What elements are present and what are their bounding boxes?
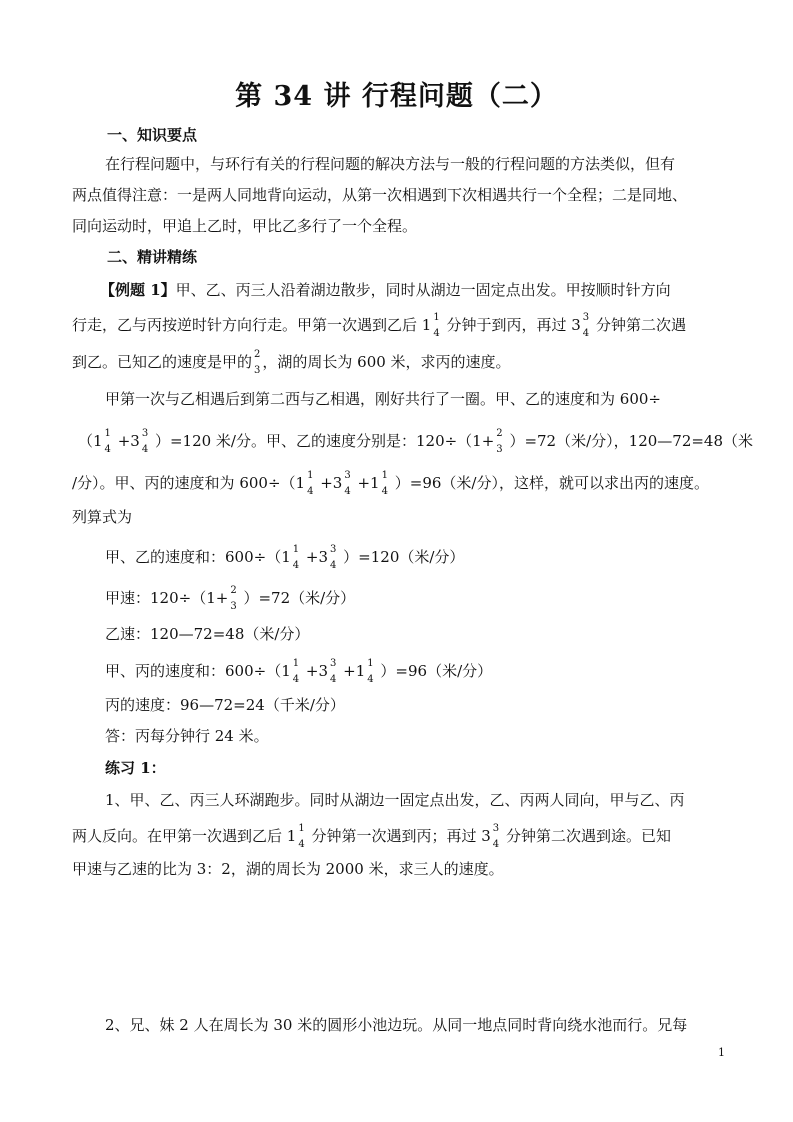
practice-1-line-2: 两人反向。在甲第一次遇到乙后 1 1 4 分钟第一次遇到丙；再过 3 3 4 分钟第二次遇到途。已知 <box>72 823 671 850</box>
fraction: 1 4 <box>292 658 300 685</box>
practice-1-line-3: 甲速与乙速的比为 3：2，湖的周长为 2000 米，求三人的速度。 <box>72 860 504 878</box>
calc-line-3: 乙速：120—72=48（米/分） <box>105 625 310 643</box>
fraction: 1 4 <box>104 428 111 455</box>
page-number: 1 <box>718 1046 725 1059</box>
solution-line-1: 甲第一次与乙相遇后到第二西与乙相遇，刚好共行了一圈。甲、乙的速度和为 600÷ <box>105 390 661 408</box>
intro-line-1: 在行程问题中，与环行有关的行程问题的解决方法与一般的行程问题的方法类似，但有 <box>105 155 676 173</box>
fraction: 2 3 <box>254 349 261 376</box>
fraction: 2 3 <box>496 428 503 455</box>
page-title: 第 34 讲 行程问题（二） <box>235 81 558 112</box>
practice-heading: 练习 1： <box>105 759 166 777</box>
fraction: 3 4 <box>330 658 337 685</box>
calc-line-4: 甲、丙的速度和：600÷（1 1 4 +3 3 4 +1 1 4 ）=96（米/分） <box>105 658 493 685</box>
section-heading-knowledge: 一、知识要点 <box>107 126 198 144</box>
example-1-line-3: 到乙。已知乙的速度是甲的 2 3 ，湖的周长为 600 米，求丙的速度。 <box>72 349 511 376</box>
fraction: 3 4 <box>492 823 500 850</box>
fraction: 1 4 <box>292 544 300 571</box>
example-1-line-1: 【例题 1】甲、乙、丙三人沿着湖边散步，同时从湖边一固定点出发。甲按顺时针方向 <box>100 281 671 299</box>
intro-line-2: 两点值得注意：一是两人同地背向运动，从第一次相遇到下次相遇共行一个全程；二是同地、 <box>72 186 688 204</box>
fraction: 1 4 <box>367 658 374 685</box>
calc-line-1: 甲、乙的速度和：600÷（1 1 4 +3 3 4 ）=120（米/分） <box>105 544 465 571</box>
fraction: 3 4 <box>344 470 351 497</box>
fraction: 1 4 <box>307 470 314 497</box>
fraction: 2 3 <box>230 585 237 612</box>
solution-line-4: 列算式为 <box>72 508 133 526</box>
fraction: 1 4 <box>381 470 388 497</box>
example-1-label: 【例题 1】 <box>100 281 176 299</box>
fraction: 3 4 <box>141 428 149 455</box>
solution-line-2: （1 1 4 +3 3 4 ）=120 米/分。甲、乙的速度分别是：120÷（1+ 2 3 ）=72（米/分），120—72=48（米 <box>78 428 754 455</box>
practice-1-line-1: 1、甲、乙、丙三人环湖跑步。同时从湖边一固定点出发，乙、丙两人同向，甲与乙、丙 <box>105 791 685 809</box>
fraction: 3 4 <box>330 544 337 571</box>
section-heading-practice: 二、精讲精练 <box>107 248 198 266</box>
intro-line-3: 同向运动时，甲追上乙时，甲比乙多行了一个全程。 <box>72 217 418 235</box>
calc-line-2: 甲速：120÷（1+ 2 3 ）=72（米/分） <box>105 585 356 612</box>
solution-line-3: /分）。甲、丙的速度和为 600÷（1 1 4 +3 3 4 +1 1 4 ）=96（米/分），这样，就可以求出丙的速度。 <box>72 470 709 497</box>
fraction: 1 4 <box>433 312 440 339</box>
example-1-line-2: 行走，乙与丙按逆时针方向行走。甲第一次遇到乙后 1 1 4 分钟于到丙，再过 3 3 4 分钟第二次遇 <box>72 312 686 339</box>
fraction: 1 4 <box>298 823 305 850</box>
calc-line-5: 丙的速度：96—72=24（千米/分） <box>105 696 345 714</box>
practice-2-line-1: 2、兄、妹 2 人在周长为 30 米的圆形小池边玩。从同一地点同时背向绕水池而行。兄每 <box>105 1016 688 1034</box>
fraction: 3 4 <box>582 312 590 339</box>
calc-line-6: 答：丙每分钟行 24 米。 <box>105 727 269 745</box>
